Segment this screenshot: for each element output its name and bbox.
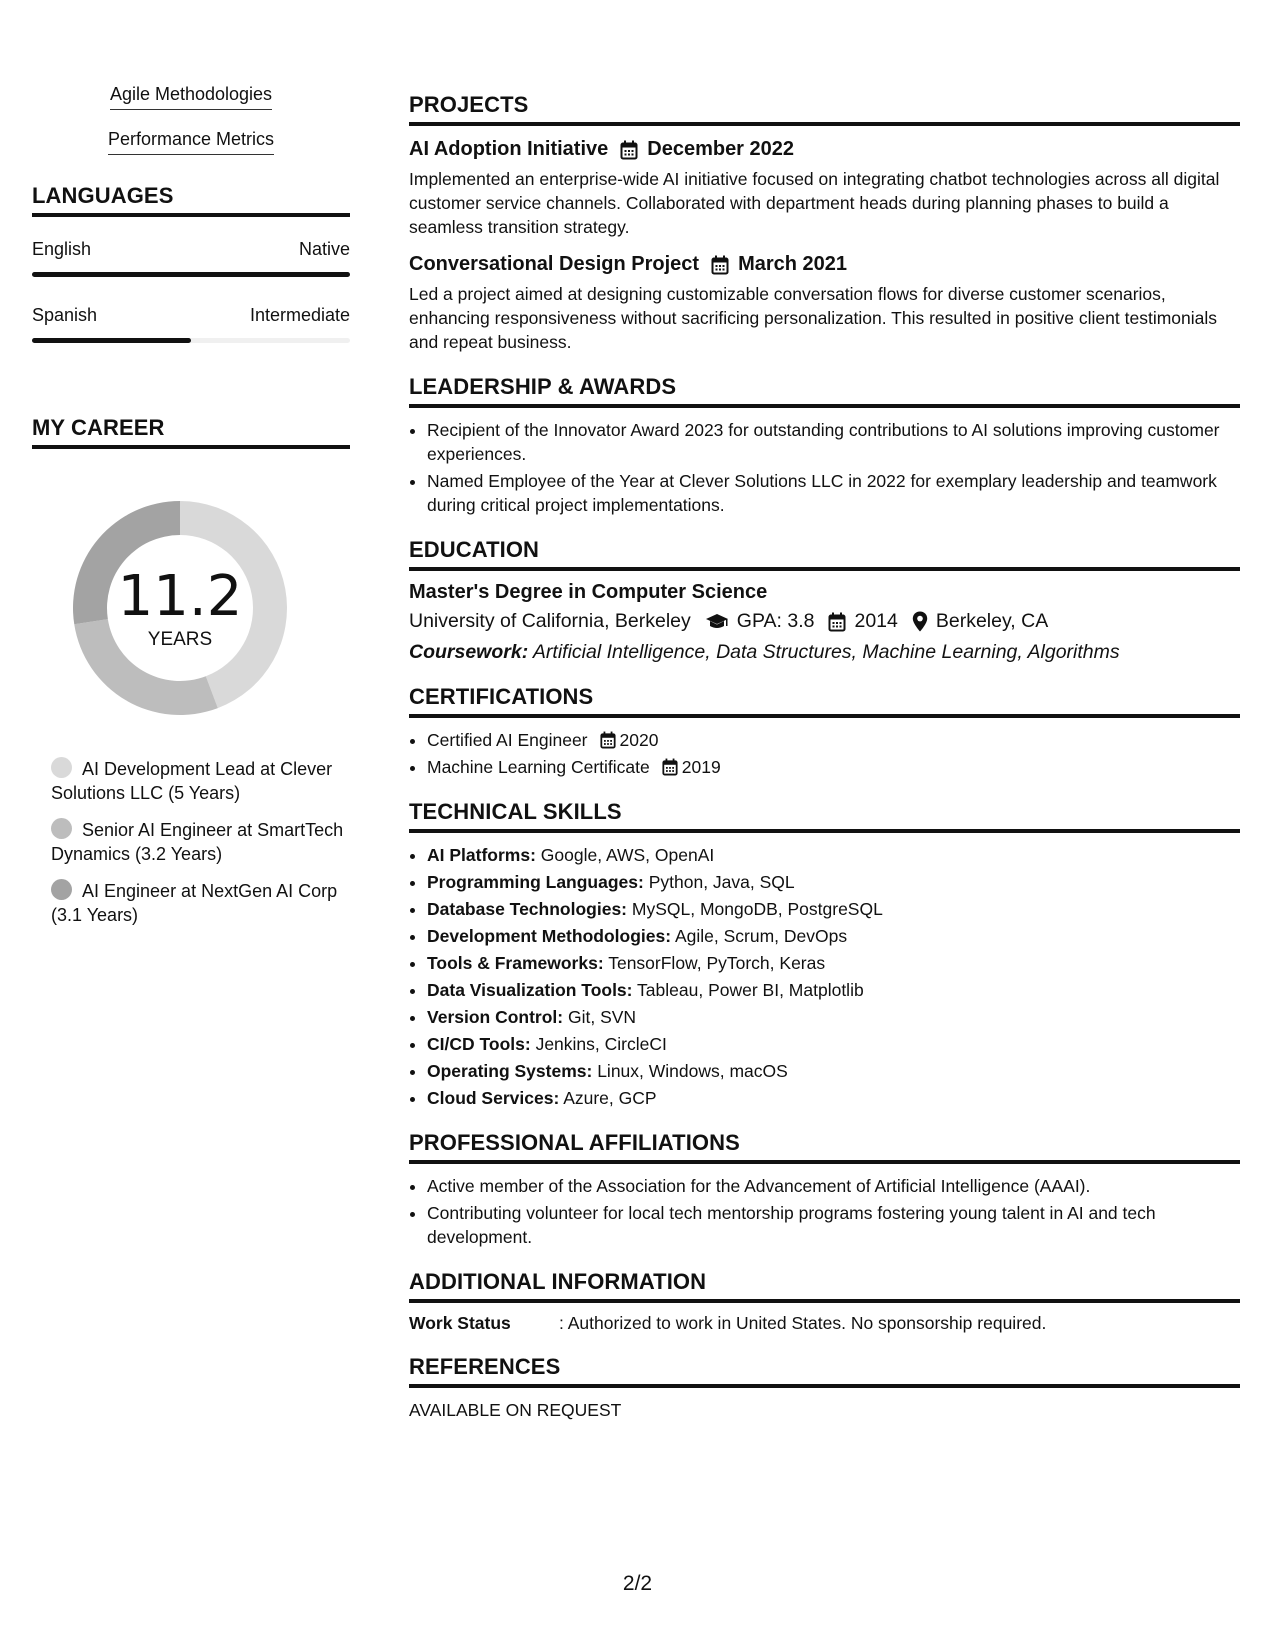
skill-category: Development Methodologies: — [427, 926, 672, 946]
technical-skill-item — [427, 1005, 1240, 1029]
calendar-icon — [828, 612, 846, 632]
career-legend-label: AI Development Lead at Clever Solutions LLC (5 Years) — [51, 759, 333, 803]
project-description: Implemented an enterprise-wide AI initiative focused on integrating chatbot technologies across all digital customer service channels. Collaborated with department heads during planning phases to build a seamless transition strategy. — [409, 169, 1220, 237]
leadership-heading: LEADERSHIP & AWARDS — [409, 374, 1240, 408]
calendar-icon — [662, 758, 678, 776]
skill-category: Cloud Services: — [427, 1088, 560, 1108]
skill-values: Agile, Scrum, DevOps — [674, 926, 848, 946]
affiliations-list — [409, 1174, 1240, 1249]
language-entry — [32, 305, 350, 343]
technical-skills-heading: TECHNICAL SKILLS — [409, 799, 1240, 833]
work-status-row — [409, 1313, 1240, 1334]
affiliations-section — [409, 1130, 1240, 1249]
skill-item — [32, 84, 350, 110]
language-proficiency-fill — [32, 338, 191, 343]
coursework-label: Coursework: — [409, 641, 529, 663]
skill-values: MySQL, MongoDB, PostgreSQL — [631, 899, 883, 919]
language-name: English — [32, 239, 92, 259]
skill-category: Database Technologies: — [427, 899, 628, 919]
skill-values: TensorFlow, PyTorch, Keras — [608, 953, 826, 973]
certifications-list — [409, 728, 1240, 779]
education-gpa: GPA: 3.8 — [736, 610, 815, 632]
project-name: Conversational Design Project — [409, 253, 700, 275]
skill-values: Google, AWS, OpenAI — [540, 845, 715, 865]
skill-category: AI Platforms: — [427, 845, 536, 865]
certification-year: 2020 — [619, 730, 659, 750]
leadership-item: • Named Employee of the Year at Clever Solutions LLC in 2022 for exemplary leadership and teamwork during critical project implementations. — [427, 469, 1240, 517]
career-legend-label: Senior AI Engineer at SmartTech Dynamics (3.2 Years) — [51, 820, 344, 864]
language-entry — [32, 239, 350, 277]
legend-dot — [51, 818, 72, 839]
education-section — [409, 537, 1240, 664]
education-location: Berkeley, CA — [935, 610, 1049, 632]
career-heading: MY CAREER — [32, 415, 350, 449]
languages-section — [32, 183, 350, 343]
calendar-icon — [711, 255, 729, 275]
graduation-cap-icon — [705, 613, 729, 631]
calendar-icon — [620, 140, 638, 160]
career-legend — [51, 757, 351, 927]
map-pin-icon — [912, 611, 928, 632]
legend-dot — [51, 757, 72, 778]
skill-category: Data Visualization Tools: — [427, 980, 633, 1000]
page-number: 2/2 — [622, 1572, 653, 1595]
project-date: December 2022 — [647, 138, 795, 160]
skill-category: Version Control: — [427, 1007, 564, 1027]
language-level: Native — [298, 239, 350, 259]
work-status-label: Work Status — [409, 1313, 511, 1333]
projects-section — [409, 92, 1240, 354]
technical-skill-item — [427, 1032, 1240, 1056]
references-section — [409, 1354, 1240, 1421]
career-legend-label: AI Engineer at NextGen AI Corp (3.1 Years) — [51, 881, 338, 925]
career-total-unit: YEARS — [147, 629, 213, 650]
certification-item — [427, 755, 1240, 779]
references-heading: REFERENCES — [409, 1354, 1240, 1388]
work-status-value: : Authorized to work in United States. No sponsorship required. — [559, 1313, 1047, 1333]
skill-values: Linux, Windows, macOS — [597, 1061, 788, 1081]
technical-skill-item — [427, 978, 1240, 1002]
leadership-section — [409, 374, 1240, 517]
coursework-value: Artificial Intelligence, Data Structures, Machine Learning, Algorithms — [532, 641, 1120, 663]
career-legend-item — [51, 818, 351, 866]
career-donut-chart — [65, 493, 295, 723]
certifications-section — [409, 684, 1240, 779]
projects-heading: PROJECTS — [409, 92, 1240, 126]
project-description: Led a project aimed at designing customizable conversation flows for diverse customer scenarios, enhancing responsiveness without sacrificing personalization. This resulted in positive client testimonials and repeat business. — [409, 284, 1218, 352]
main-content — [409, 92, 1240, 1421]
technical-skills-list — [409, 843, 1240, 1110]
education-year: 2014 — [854, 610, 898, 632]
skills-list — [32, 84, 350, 155]
certification-item — [427, 728, 1240, 752]
certifications-heading: CERTIFICATIONS — [409, 684, 1240, 718]
skill-values: Tableau, Power BI, Matplotlib — [637, 980, 864, 1000]
language-proficiency-bar — [32, 338, 350, 343]
technical-skill-item — [427, 1086, 1240, 1110]
career-section — [32, 415, 350, 927]
technical-skill-item — [427, 924, 1240, 948]
career-legend-item — [51, 879, 351, 927]
skill-values: Git, SVN — [568, 1007, 637, 1027]
education-degree: Master's Degree in Computer Science — [409, 581, 768, 603]
language-name: Spanish — [32, 305, 98, 325]
technical-skill-item — [427, 951, 1240, 975]
languages-heading: LANGUAGES — [32, 183, 350, 217]
additional-info-section — [409, 1269, 1240, 1334]
project-name: AI Adoption Initiative — [409, 138, 609, 160]
technical-skill-item — [427, 897, 1240, 921]
language-level: Intermediate — [249, 305, 350, 325]
skill-category: Programming Languages: — [427, 872, 644, 892]
calendar-icon — [600, 731, 616, 749]
skill-values: Jenkins, CircleCI — [535, 1034, 667, 1054]
affiliation-item: • Contributing volunteer for local tech mentorship programs fostering young talent in AI and tech development. — [427, 1201, 1240, 1249]
education-details — [409, 610, 1240, 633]
skill-category: CI/CD Tools: — [427, 1034, 531, 1054]
sidebar — [32, 84, 350, 940]
certification-name: • Certified AI Engineer — [427, 730, 588, 750]
skill-tag: Performance Metrics — [108, 129, 274, 155]
affiliations-heading: PROFESSIONAL AFFILIATIONS — [409, 1130, 1240, 1164]
donut-center — [65, 493, 295, 723]
affiliation-item: • Active member of the Association for the Advancement of Artificial Intelligence (AAAI). — [427, 1174, 1240, 1198]
project-date: March 2021 — [738, 253, 848, 275]
skill-tag: Agile Methodologies — [110, 84, 272, 110]
skill-values: Python, Java, SQL — [648, 872, 795, 892]
language-proficiency-fill — [32, 272, 350, 277]
language-proficiency-bar — [32, 272, 350, 277]
leadership-list — [409, 418, 1240, 517]
certification-year: 2019 — [681, 757, 721, 777]
education-school: University of California, Berkeley — [409, 610, 691, 632]
technical-skills-section — [409, 799, 1240, 1110]
technical-skill-item — [427, 1059, 1240, 1083]
certification-name: • Machine Learning Certificate — [427, 757, 650, 777]
skill-category: Tools & Frameworks: — [427, 953, 604, 973]
project-entry — [409, 253, 1240, 354]
technical-skill-item — [427, 843, 1240, 867]
career-legend-item — [51, 757, 351, 805]
education-coursework — [409, 641, 1240, 664]
education-heading: EDUCATION — [409, 537, 1240, 571]
skill-item — [32, 129, 350, 155]
skill-category: Operating Systems: — [427, 1061, 593, 1081]
leadership-item: • Recipient of the Innovator Award 2023 for outstanding contributions to AI solutions improving customer experiences. — [427, 418, 1240, 466]
career-total-years: 11.2 — [117, 564, 243, 629]
legend-dot — [51, 879, 72, 900]
technical-skill-item — [427, 870, 1240, 894]
project-entry — [409, 138, 1240, 239]
references-text: AVAILABLE ON REQUEST — [409, 1400, 622, 1420]
skill-values: Azure, GCP — [563, 1088, 657, 1108]
additional-info-heading: ADDITIONAL INFORMATION — [409, 1269, 1240, 1303]
